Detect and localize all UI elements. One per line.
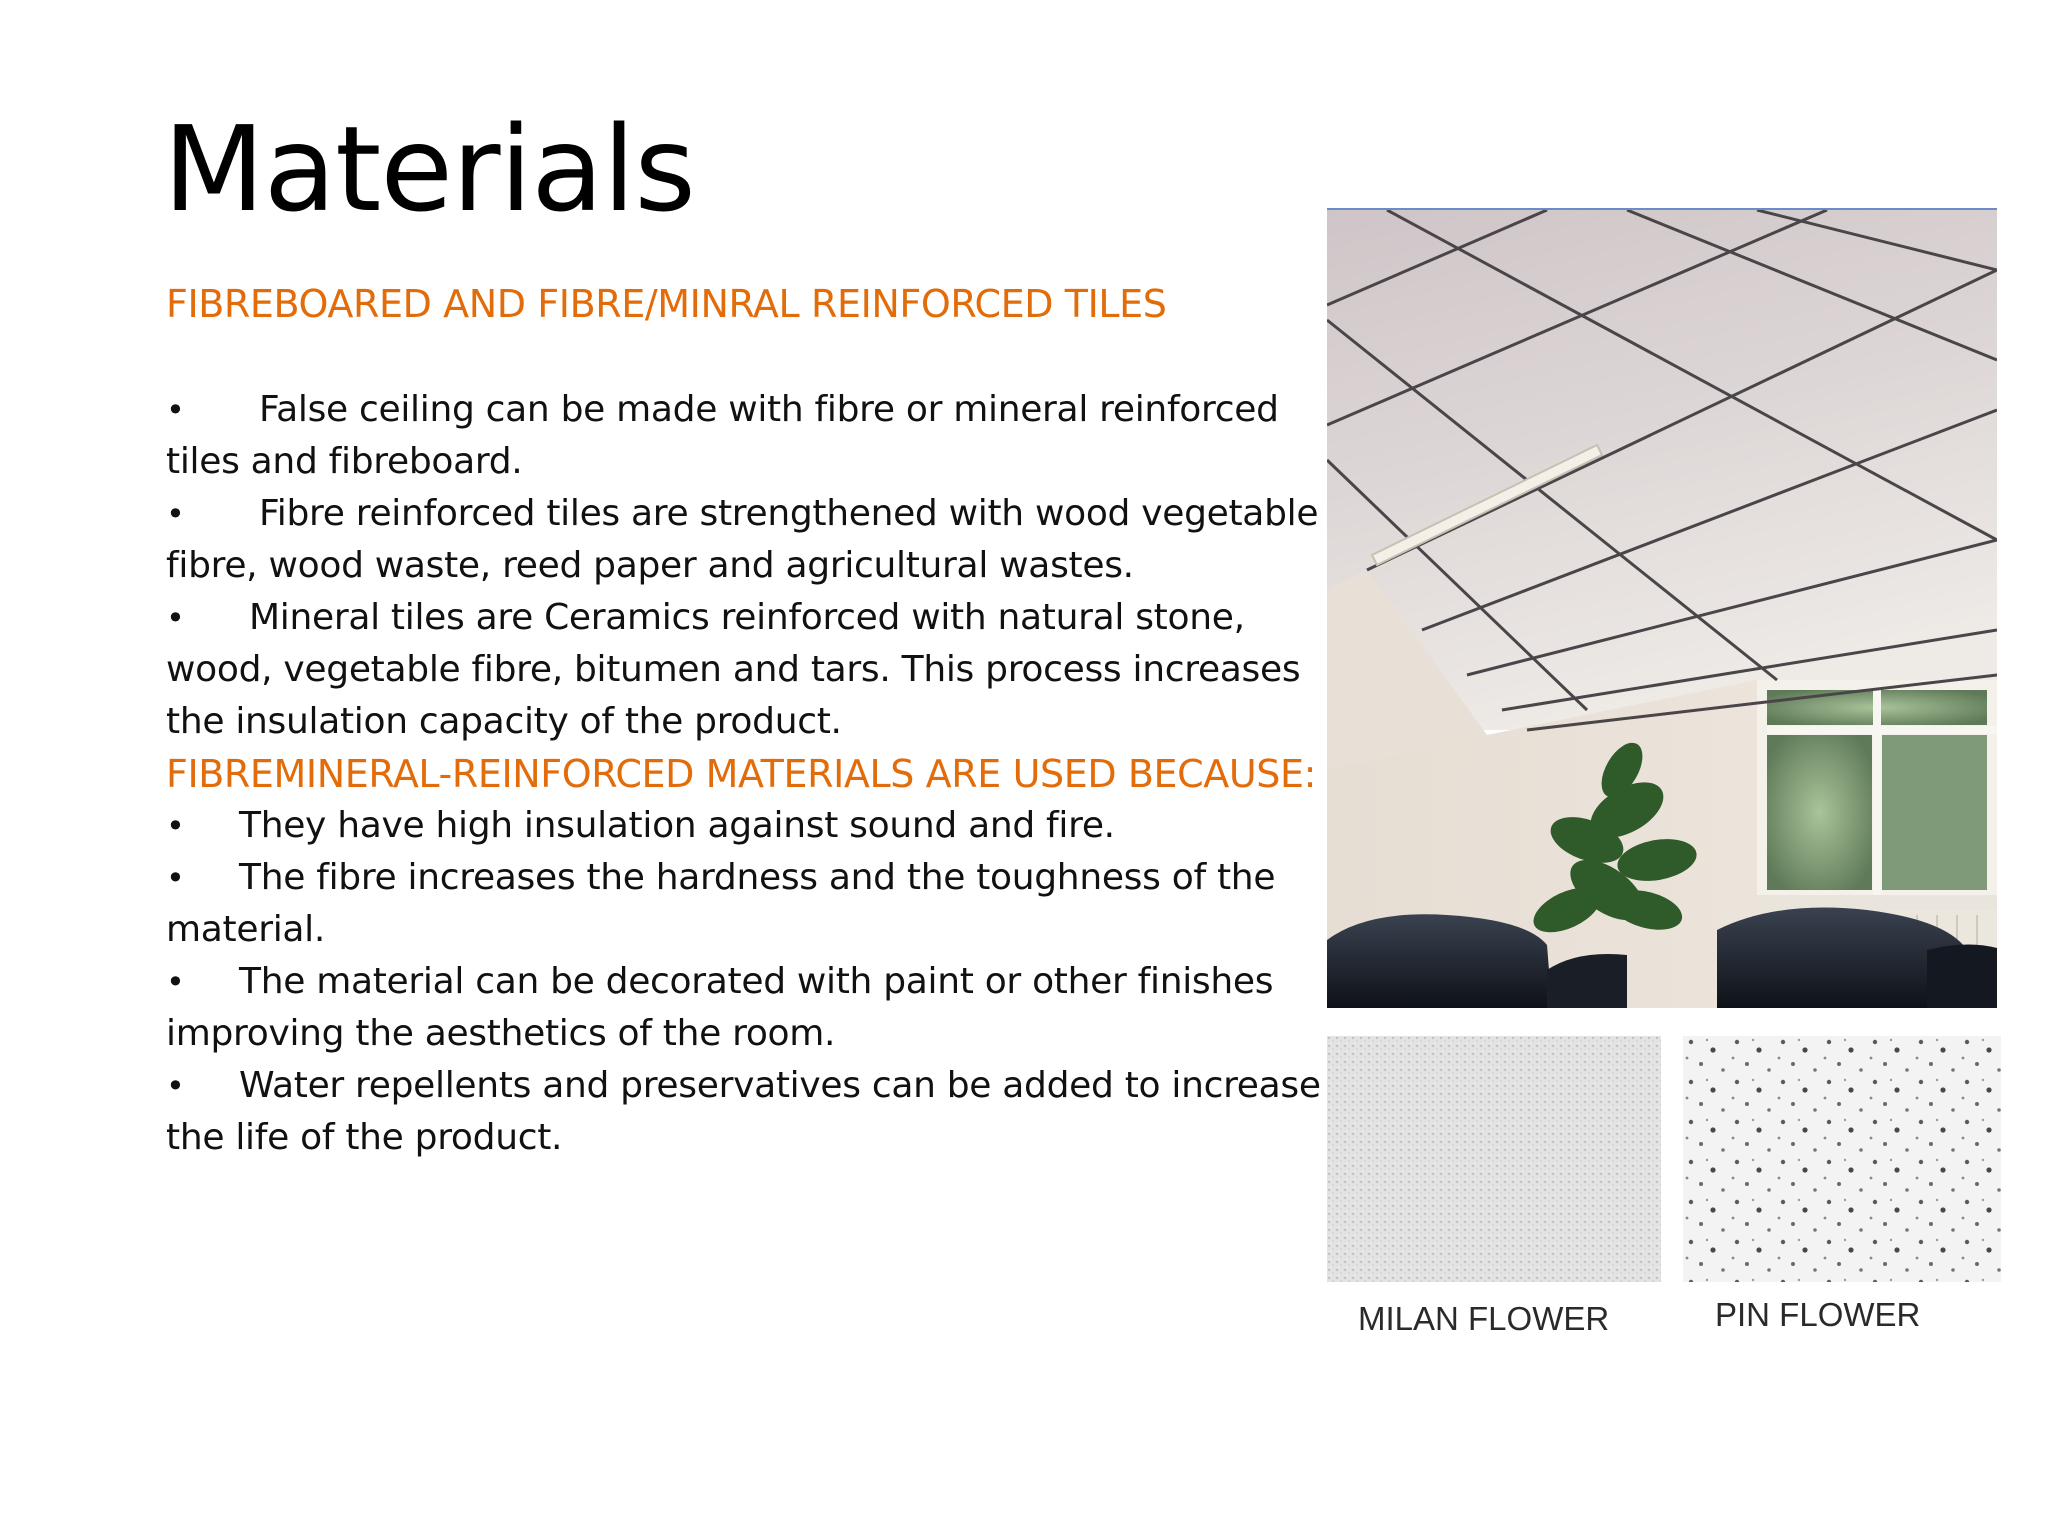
section-heading-reasons: FIBREMINERAL-REINFORCED MATERIALS ARE USED BECAUSE:: [166, 752, 1317, 796]
ceiling-photo-illustration: [1327, 210, 1997, 1008]
bullet-text-continued: the life of the product.: [166, 1117, 563, 1158]
bullet-icon: •: [166, 599, 185, 637]
bullet-text: Fibre reinforced tiles are strengthened with wood vegetable: [259, 493, 1319, 534]
milan-flower-label: MILAN FLOWER: [1358, 1300, 1610, 1337]
pin-flower-texture: [1683, 1036, 2001, 1282]
bullet-icon: •: [166, 391, 185, 429]
bullet-list-reasons: [166, 800, 1326, 1164]
bullet-text-continued: fibre, wood waste, reed paper and agricultural wastes.: [166, 545, 1134, 586]
milan-flower-texture: [1327, 1036, 1661, 1282]
ceiling-photo: [1327, 208, 1997, 1008]
slide-content: [166, 278, 1326, 1164]
list-item: [166, 800, 1326, 852]
bullet-text: False ceiling can be made with fibre or mineral reinforced: [259, 389, 1279, 430]
list-item: [166, 852, 1326, 956]
bullet-list-tiles: [166, 384, 1326, 748]
bullet-text-continued: wood, vegetable fibre, bitumen and tars. This process increases: [166, 649, 1301, 690]
bullet-icon: •: [166, 495, 185, 533]
bullet-text-continued: tiles and fibreboard.: [166, 441, 523, 482]
list-item: [166, 592, 1326, 748]
section-heading-tiles: FIBREBOARED AND FIBRE/MINRAL REINFORCED TILES: [166, 282, 1167, 326]
bullet-text: Water repellents and preservatives can be added to increase: [239, 1065, 1321, 1106]
bullet-text-continued: the insulation capacity of the product.: [166, 701, 842, 742]
bullet-text: They have high insulation against sound and fire.: [239, 805, 1115, 846]
bullet-icon: •: [166, 963, 185, 1001]
spacer: [166, 330, 1326, 384]
pin-flower-tile-sample: [1683, 1036, 2001, 1282]
milan-flower-tile-sample: [1327, 1036, 1661, 1282]
bullet-icon: •: [166, 807, 185, 845]
slide-title: Materials: [163, 100, 695, 238]
bullet-text: Mineral tiles are Ceramics reinforced with natural stone,: [249, 597, 1245, 638]
list-item: [166, 956, 1326, 1060]
pin-flower-label: PIN FLOWER: [1715, 1296, 1921, 1333]
bullet-icon: •: [166, 859, 185, 897]
bullet-text-continued: improving the aesthetics of the room.: [166, 1013, 836, 1054]
list-item: [166, 384, 1326, 488]
list-item: [166, 488, 1326, 592]
bullet-icon: •: [166, 1067, 185, 1105]
bullet-text: The fibre increases the hardness and the toughness of the: [239, 857, 1276, 898]
list-item: [166, 1060, 1326, 1164]
bullet-text: The material can be decorated with paint or other finishes: [239, 961, 1274, 1002]
bullet-text-continued: material.: [166, 909, 326, 950]
